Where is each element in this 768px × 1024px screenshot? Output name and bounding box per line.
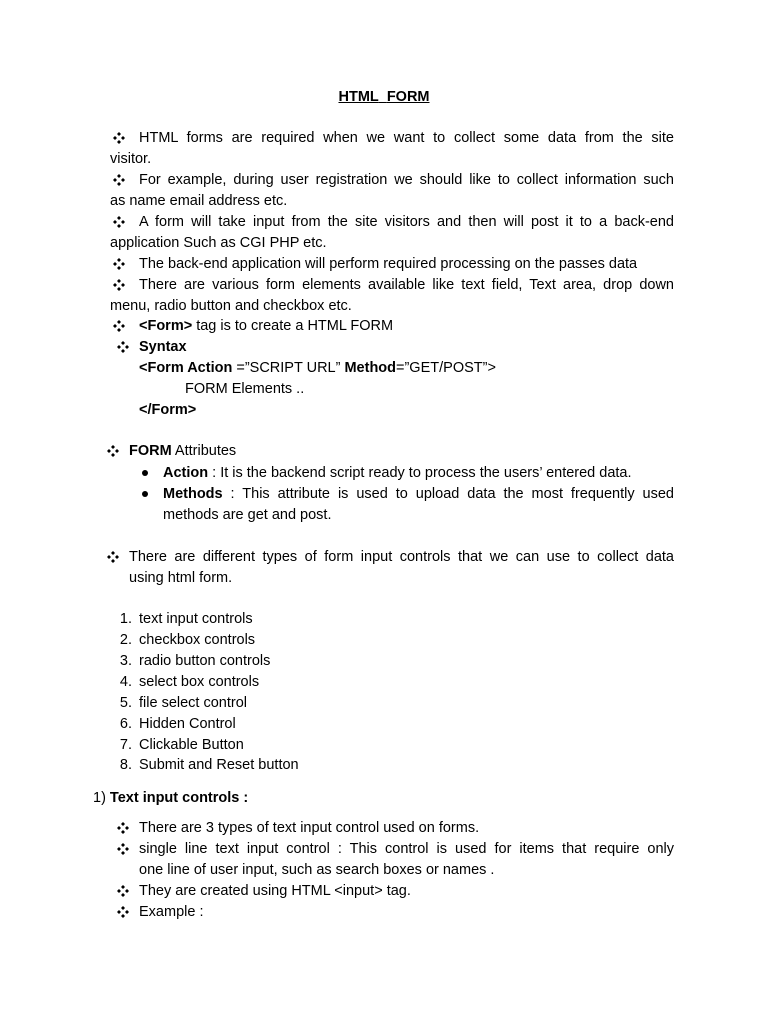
- intro-bullet-1-line-1: HTML forms are required when we want to collect some data from the site: [139, 130, 674, 146]
- intro-bullet-5-line-1: There are various form elements available like text field, Text area, drop down: [139, 277, 674, 293]
- syntax-line-3: </Form>: [139, 402, 197, 418]
- document-title: [0, 88, 768, 106]
- four-diamond-bullet-icon: [116, 903, 130, 921]
- section-1-bullet-3: They are created using HTML <input> tag.: [139, 883, 411, 899]
- round-bullet-icon: [142, 491, 148, 497]
- intro-bullet-6: [139, 317, 393, 335]
- four-diamond-bullet-icon: [106, 548, 120, 566]
- title-word-html: HTML: [338, 89, 379, 105]
- four-diamond-bullet-icon: [116, 840, 130, 858]
- section-1-heading: 1) Text input controls :: [93, 790, 249, 806]
- methods-attribute-line-2: methods are get and post.: [163, 507, 332, 523]
- section-1-bullet-1: There are 3 types of text input control used on forms.: [139, 820, 480, 836]
- intro-bullet-4: The back-end application will perform required processing on the passes data: [139, 256, 638, 272]
- methods-attribute-line-1: Methods : This attribute is used to upload data the most frequently used: [163, 486, 674, 502]
- section-1-bullet-4: Example :: [139, 904, 204, 920]
- four-diamond-bullet-icon: [112, 129, 126, 147]
- section-1-bullet-2-line-2: one line of user input, such as search boxes or names .: [139, 862, 495, 878]
- round-bullet-icon: [142, 470, 148, 476]
- document-page: HTML FORM HTML forms are required when we want to collect some data from the site visitor. For example, during user registration we should like to collect information such as name email address etc. A form will take input from the site visitors and then will post it to a back-end application Such as CGI PHP etc. The back-end application will perform required processing on the passes data There are various form elements available like text field, Text area, drop down menu, radio button and checkbox etc. <Form> tag is to create a HTML FORM Syntax <Form Action =”SCRIPT URL” Method=”GET/POST”> FORM Elements .. </Form> FORM Attributes Action : It is the backend script ready to process the users’ entered data. Methods : This attribute is used to upload data the most frequently used methods are get and post. There are different types of form input controls that we can use to collect data using html form. 1. text input controls 2. checkbox controls 3. radio button controls 4. select box controls 5. file select control 6. Hidden Control 7. Clickable Button 8. Submit and Reset button 1) Text input controls : There are 3 types of text input control used on forms. single line text input control : This control is used for items that require only one line of user input, such as search boxes or names . They are created using HTML <input> tag. Example :: [0, 0, 768, 1024]
- form-tag-label: <Form>: [139, 318, 193, 334]
- controls-intro-line-2: using html form.: [129, 570, 233, 586]
- form-tag-desc: tag is to create a HTML FORM: [192, 318, 394, 334]
- four-diamond-bullet-icon: [116, 819, 130, 837]
- intro-bullet-5-line-2: menu, radio button and checkbox etc.: [110, 298, 352, 314]
- four-diamond-bullet-icon: [106, 442, 120, 460]
- action-attribute: Action : It is the backend script ready to process the users’ entered data.: [163, 465, 632, 481]
- intro-bullet-3-line-1: A form will take input from the site visitors and then will post it to a back-end: [139, 214, 674, 230]
- four-diamond-bullet-icon: [112, 317, 126, 335]
- controls-intro-line-1: There are different types of form input controls that we can use to collect data: [129, 549, 674, 565]
- four-diamond-bullet-icon: [116, 882, 130, 900]
- syntax-line-2: FORM Elements ..: [185, 381, 305, 397]
- intro-bullet-2-line-1: For example, during user registration we should like to collect information such: [139, 172, 674, 188]
- intro-bullet-2-line-2: as name email address etc.: [110, 193, 288, 209]
- four-diamond-bullet-icon: [112, 276, 126, 294]
- four-diamond-bullet-icon: [112, 171, 126, 189]
- attributes-heading: FORM Attributes: [129, 443, 237, 459]
- intro-bullet-3-line-2: application Such as CGI PHP etc.: [110, 235, 327, 251]
- four-diamond-bullet-icon: [116, 338, 130, 356]
- section-1-bullet-2-line-1: single line text input control : This control is used for items that require only: [139, 841, 674, 857]
- four-diamond-bullet-icon: [112, 255, 126, 273]
- syntax-line-1: <Form Action =”SCRIPT URL” Method=”GET/POST”>: [139, 360, 496, 376]
- title-word-form: FORM: [386, 89, 430, 105]
- intro-bullet-1-line-2: visitor.: [110, 151, 152, 167]
- four-diamond-bullet-icon: [112, 213, 126, 231]
- syntax-label: Syntax: [139, 339, 187, 355]
